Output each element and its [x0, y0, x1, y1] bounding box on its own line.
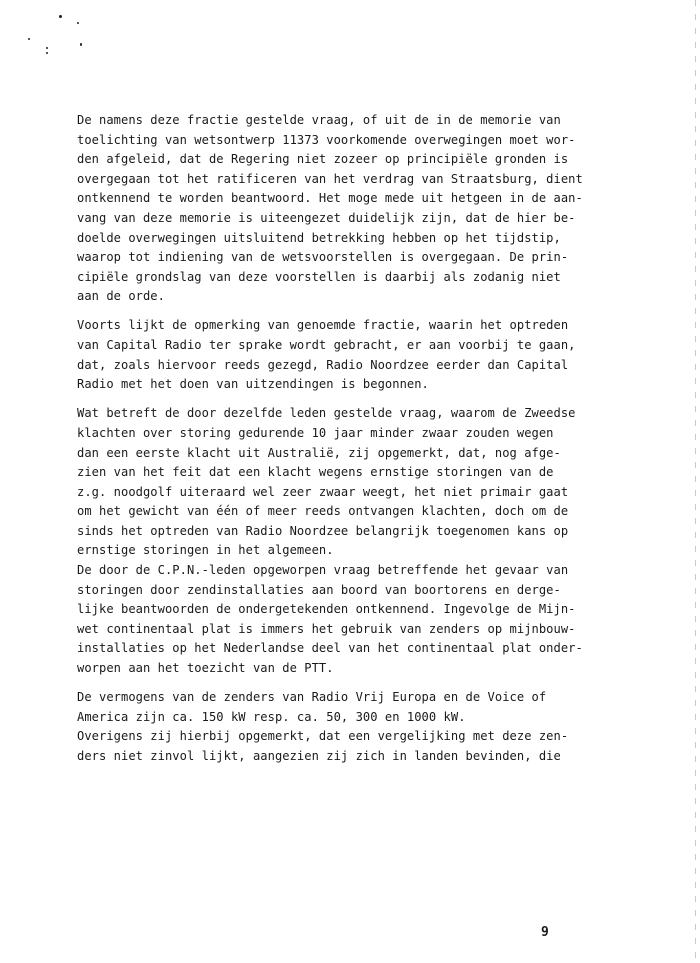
text-line: worpen aan het toezicht van de PTT. — [77, 661, 334, 676]
text-line: Overigens zij hierbij opgemerkt, dat een vergelijking met deze zen- — [77, 729, 569, 744]
text-line: klachten over storing gedurende 10 jaar minder zwaar zouden wegen — [77, 425, 554, 440]
scan-speck — [77, 22, 79, 24]
document-body — [77, 111, 677, 776]
text-line: De door de C.P.N.-leden opgeworpen vraag betreffende het gevaar van — [77, 563, 569, 578]
paragraph-ratification-question — [77, 111, 677, 307]
text-line: Radio met het doen van uitzendingen is begonnen. — [77, 377, 429, 392]
text-line: cipiële grondslag van deze voorstellen is daarbij als zodanig niet — [77, 269, 561, 284]
text-line: doelde overwegingen uitsluitend betrekking hebben op het tijdstip, — [77, 230, 561, 245]
text-line: sinds het optreden van Radio Noordzee belangrijk toegenomen kans op — [77, 523, 569, 538]
text-line: zien van het feit dat een klacht wegens ernstige storingen van de — [77, 465, 554, 480]
scan-speck — [28, 38, 30, 40]
text-line: waarop tot indiening van de wetsvoorstellen is overgegaan. De prin- — [77, 250, 569, 265]
text-line: America zijn ca. 150 kW resp. ca. 50, 300 en 1000 kW. — [77, 709, 466, 724]
text-line: om het gewicht van één of meer reeds ontvangen klachten, doch om de — [77, 504, 569, 519]
text-line: dan een eerste klacht uit Australië, zij opgemerkt, dat, nog afge- — [77, 445, 561, 460]
text-line: vang van deze memorie is uiteengezet duidelijk zijn, dat de hier be- — [77, 210, 576, 225]
text-line: Voorts lijkt de opmerking van genoemde fractie, waarin het optreden — [77, 318, 569, 333]
text-line: De namens deze fractie gestelde vraag, of uit de in de memorie van — [77, 113, 561, 127]
scan-speck — [46, 52, 48, 54]
text-line: dat, zoals hiervoor reeds gezegd, Radio Noordzee eerder dan Capital — [77, 357, 569, 372]
scan-speck — [59, 15, 62, 18]
paragraph-transmitter-power — [77, 688, 677, 727]
text-line: Wat betreft de door dezelfde leden gestelde vraag, waarom de Zweedse — [77, 406, 576, 421]
text-line: aan de orde. — [77, 289, 165, 304]
text-line: wet continentaal plat is immers het gebruik van zenders op mijnbouw- — [77, 621, 576, 636]
page-number: 9 — [541, 925, 549, 940]
scan-edge-line — [695, 0, 696, 963]
text-line: ernstige storingen in het algemeen. — [77, 543, 334, 558]
scan-speck — [80, 43, 82, 46]
text-line: installaties op het Nederlandse deel van het continentaal plat onder- — [77, 641, 583, 656]
scan-speck — [46, 47, 48, 49]
paragraph-drilling-rigs — [77, 561, 677, 679]
text-line: den afgeleid, dat de Regering niet zozeer op principiële gronden is — [77, 152, 569, 167]
text-line: lijke beantwoorden de ondergetekenden ontkennend. Ingevolge de Mijn- — [77, 602, 576, 617]
text-line: van Capital Radio ter sprake wordt gebracht, er aan voorbij te gaan, — [77, 338, 576, 353]
paragraph-swedish-complaints — [77, 404, 677, 561]
text-line: De vermogens van de zenders van Radio Vrij Europa en de Voice of — [77, 690, 547, 705]
text-line: z.g. noodgolf uiteraard wel zeer zwaar weegt, het niet primair gaat — [77, 484, 569, 499]
paragraph-capital-radio — [77, 316, 677, 394]
text-line: ontkennend te worden beantwoord. Het moge mede uit hetgeen in de aan- — [77, 191, 583, 206]
text-line: ders niet zinvol lijkt, aangezien zij zich in landen bevinden, die — [77, 748, 561, 763]
text-line: overgegaan tot het ratificeren van het verdrag van Straatsburg, dient — [77, 171, 583, 186]
text-line: toelichting van wetsontwerp 11373 voorkomende overwegingen moet wor- — [77, 132, 576, 147]
paragraph-comparison — [77, 727, 677, 766]
text-line: storingen door zendinstallaties aan boord van boortorens en derge- — [77, 582, 561, 597]
